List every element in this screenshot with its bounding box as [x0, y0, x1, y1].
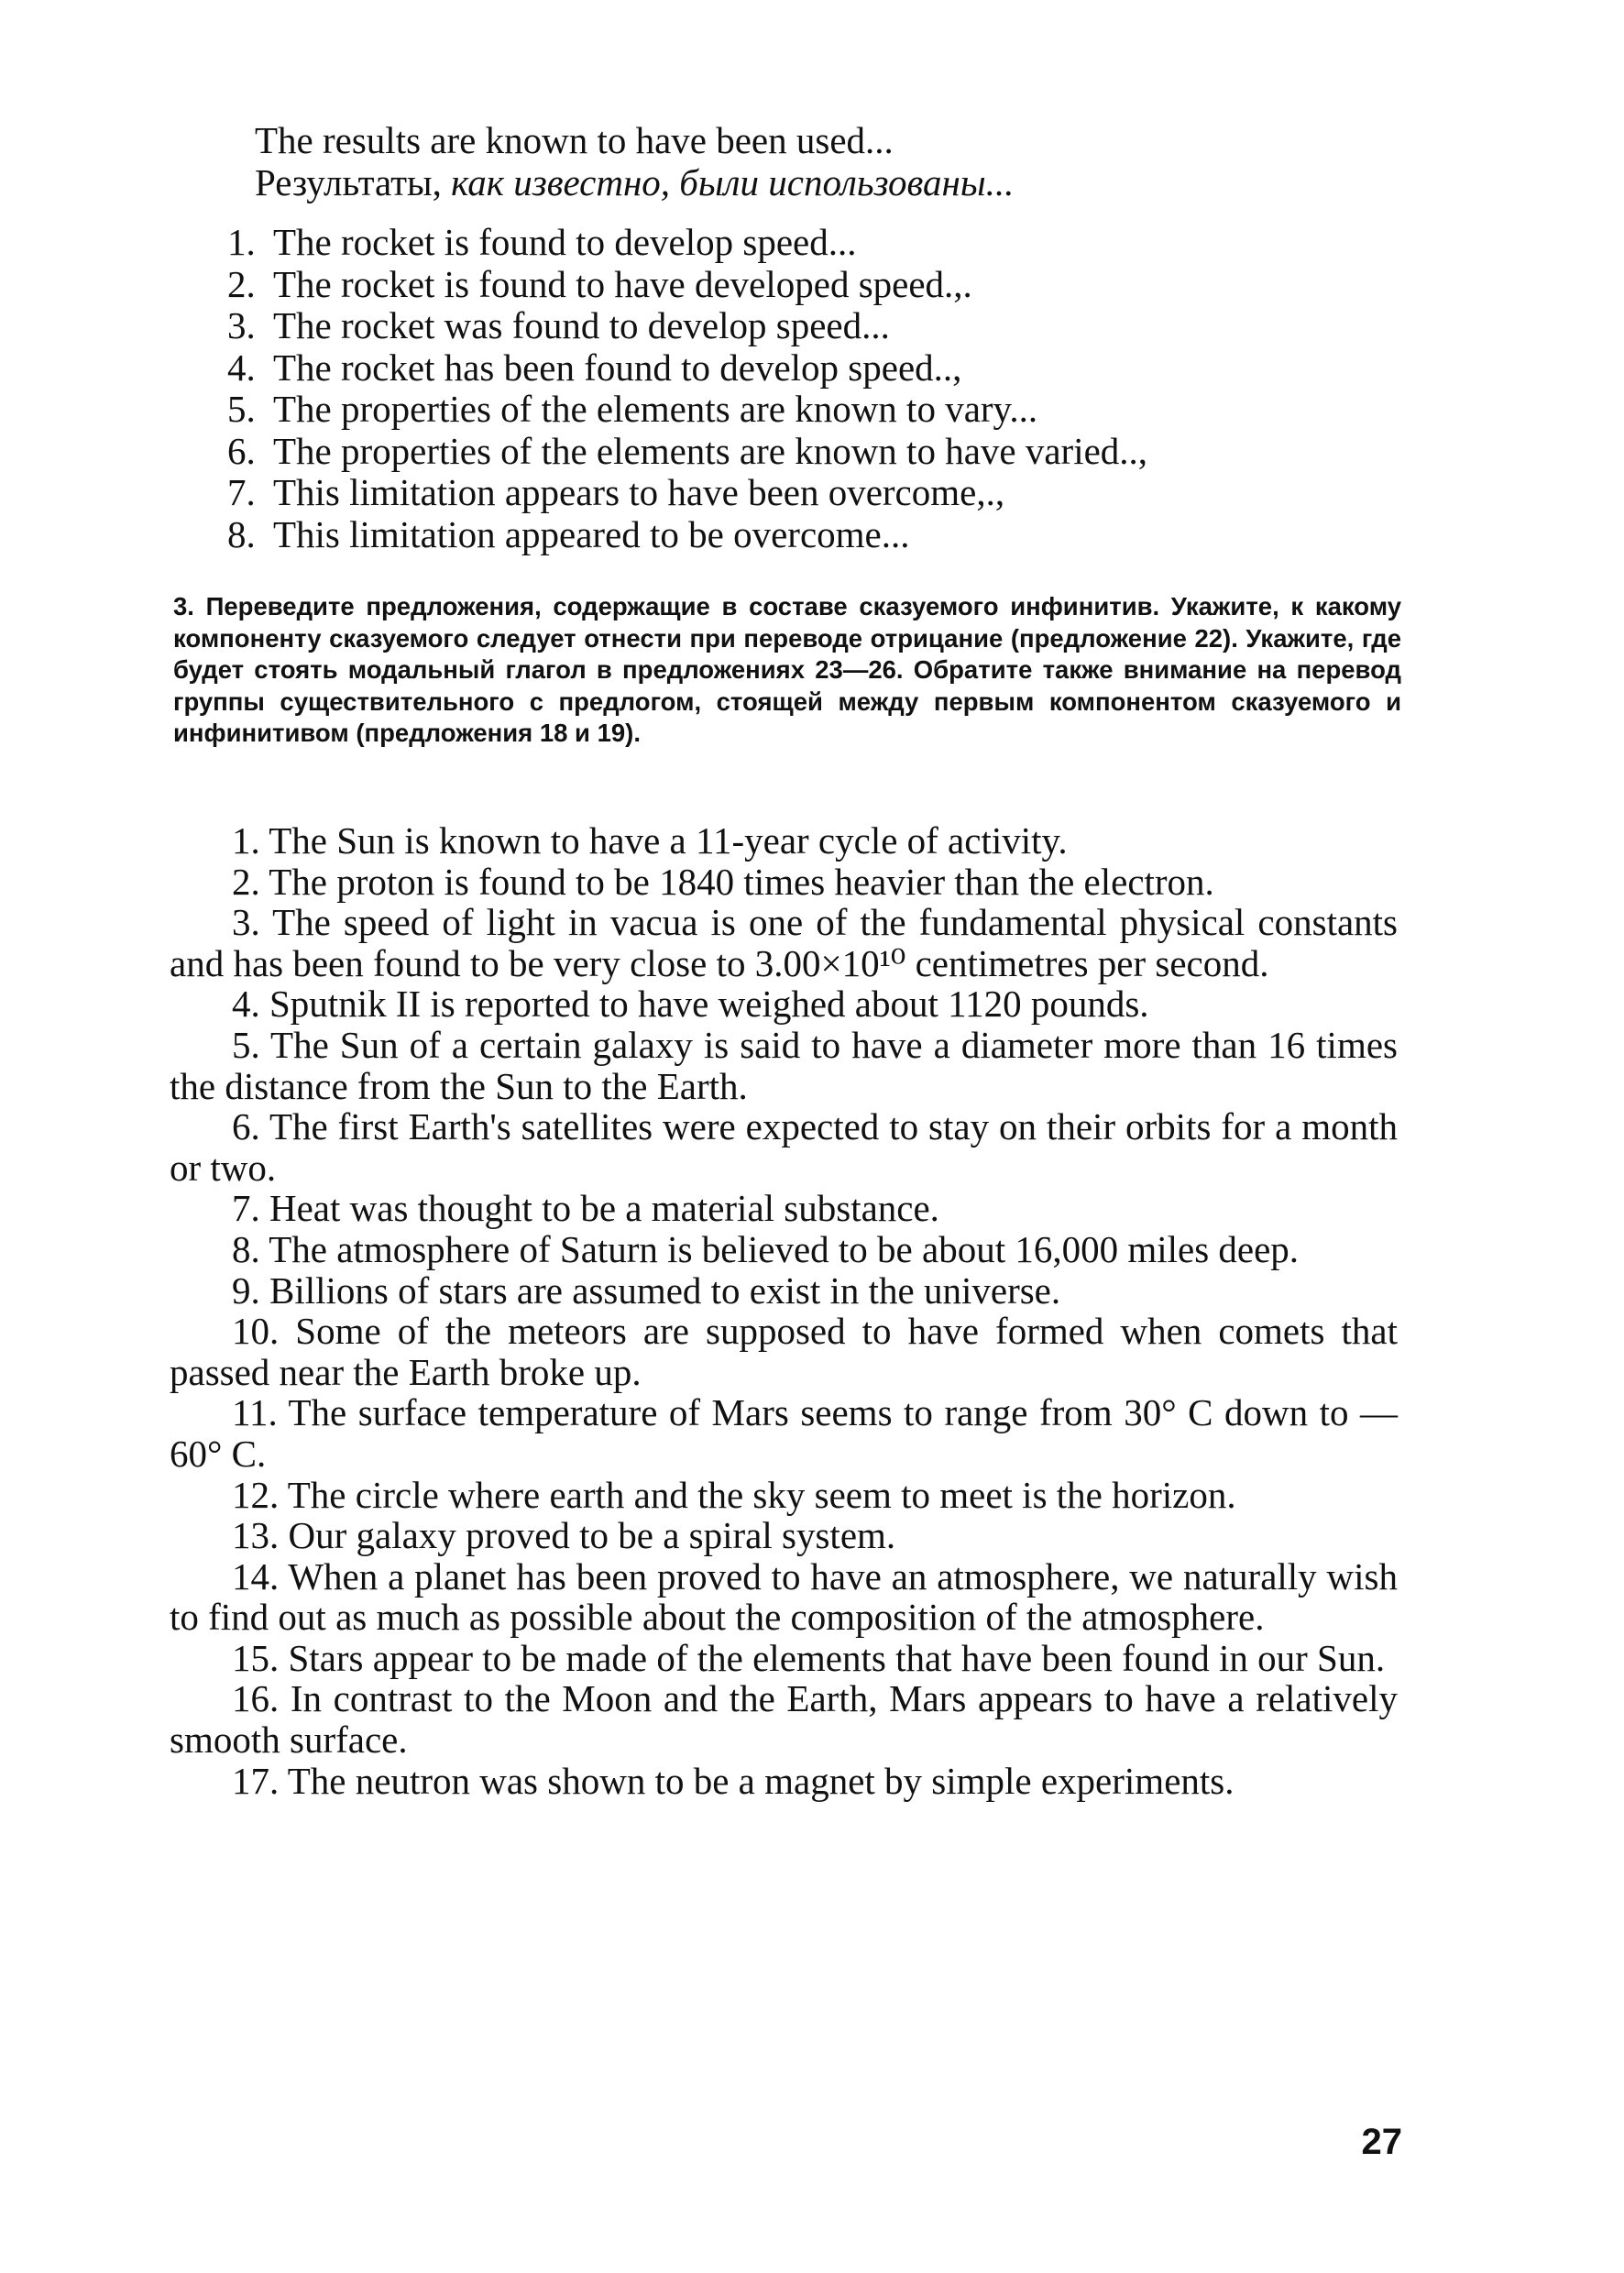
item-number: 6. — [227, 429, 256, 472]
list-item: 5. The Sun of a certain galaxy is said to have a diameter more than 16 times the distance from the Sun to the Earth. — [170, 1023, 1398, 1107]
list-item: 1. The Sun is known to have a 11-year cycle of activity. — [232, 819, 1068, 862]
list-item: 8. The atmosphere of Saturn is believed to be about 16,000 miles deep. — [232, 1227, 1300, 1270]
item-number: 1. — [227, 221, 256, 263]
item-number: 8. — [227, 512, 256, 555]
list-item — [227, 222, 1419, 264]
item-text: The rocket is found to have developed speed.,. — [273, 262, 972, 305]
list-item: 12. The circle where earth and the sky seem to meet is the horizon. — [232, 1473, 1236, 1516]
item-text: The properties of the elements are known to vary... — [273, 388, 1038, 430]
intro-russian — [255, 161, 1446, 203]
exercise-sentence-list — [170, 820, 1398, 1801]
item-text: This limitation appears to have been overcome,., — [273, 471, 1005, 513]
intro-russian-italic: как известно, были использованы... — [451, 161, 1015, 203]
list-item: 17. The neutron was shown to be a magnet by simple experiments. — [232, 1759, 1234, 1802]
item-text: The properties of the elements are known to have varied.., — [273, 429, 1148, 472]
item-number: 4. — [227, 346, 256, 389]
item-text: The rocket was found to develop speed... — [273, 304, 890, 346]
list-item — [227, 389, 1419, 431]
list-item: 7. Heat was thought to be a material substance. — [232, 1187, 939, 1230]
list-item: 2. The proton is found to be 1840 times heavier than the electron. — [232, 860, 1214, 903]
list-item — [227, 264, 1419, 306]
item-number: 7. — [227, 471, 256, 513]
list-item: 3. The speed of light in vacua is one of the fundamental physical constants and has been found to be very close to 3.00×10¹⁰ centimetres per second. — [170, 901, 1398, 984]
intro-english: The results are known to have been used... — [255, 119, 894, 161]
list-item: 15. Stars appear to be made of the elements that have been found in our Sun. — [232, 1636, 1386, 1679]
item-text: The rocket has been found to develop speed.., — [273, 346, 962, 389]
item-number: 3. — [227, 304, 256, 346]
list-item — [227, 431, 1419, 473]
list-item — [227, 305, 1419, 347]
list-item: 14. When a planet has been proved to have an atmosphere, we naturally wish to find out as much as possible about the composition of the atmosphere. — [170, 1554, 1398, 1639]
list-item: 6. The first Earth's satellites were expected to stay on their orbits for a month or two. — [170, 1105, 1398, 1189]
list-item: 9. Billions of stars are assumed to exist in the universe. — [232, 1268, 1061, 1312]
list-item — [227, 514, 1419, 556]
item-text: This limitation appeared to be overcome... — [273, 512, 910, 555]
list-item: 13. Our galaxy proved to be a spiral system. — [232, 1514, 896, 1557]
list-item: 10. Some of the meteors are supposed to have formed when comets that passed near the Earth broke up. — [170, 1310, 1398, 1393]
list-item: 11. The surface temperature of Mars seems to range from 30° C down to —60° C. — [170, 1391, 1398, 1475]
item-number: 2. — [227, 262, 256, 305]
item-text: The rocket is found to develop speed... — [273, 221, 857, 263]
example-sentence-list — [227, 222, 1419, 555]
item-number: 5. — [227, 388, 256, 430]
list-item: 4. Sputnik II is reported to have weighed about 1120 pounds. — [232, 983, 1149, 1026]
page-number: 27 — [1361, 2122, 1402, 2162]
list-item — [227, 347, 1419, 390]
exercise-instructions: 3. Переведите предложения, содержащие в составе сказуемого инфинитив. Укажите, к какому компоненту сказуемого следует отнести при переводе отрицание (предложение 22). Укажите, где будет стоять модальный глагол в предложениях 23—26. Обратите также внимание на перевод группы существительного с предлогом, стоящей между первым компонентом сказуемого и инфинитивом (предложения 18 и 19). — [173, 592, 1401, 747]
list-item: 16. In contrast to the Moon and the Earth, Mars appears to have a relatively smooth surface. — [170, 1677, 1398, 1762]
intro-russian-prefix: Результаты, — [255, 161, 452, 203]
list-item — [227, 472, 1419, 514]
intro-example — [255, 119, 1446, 203]
